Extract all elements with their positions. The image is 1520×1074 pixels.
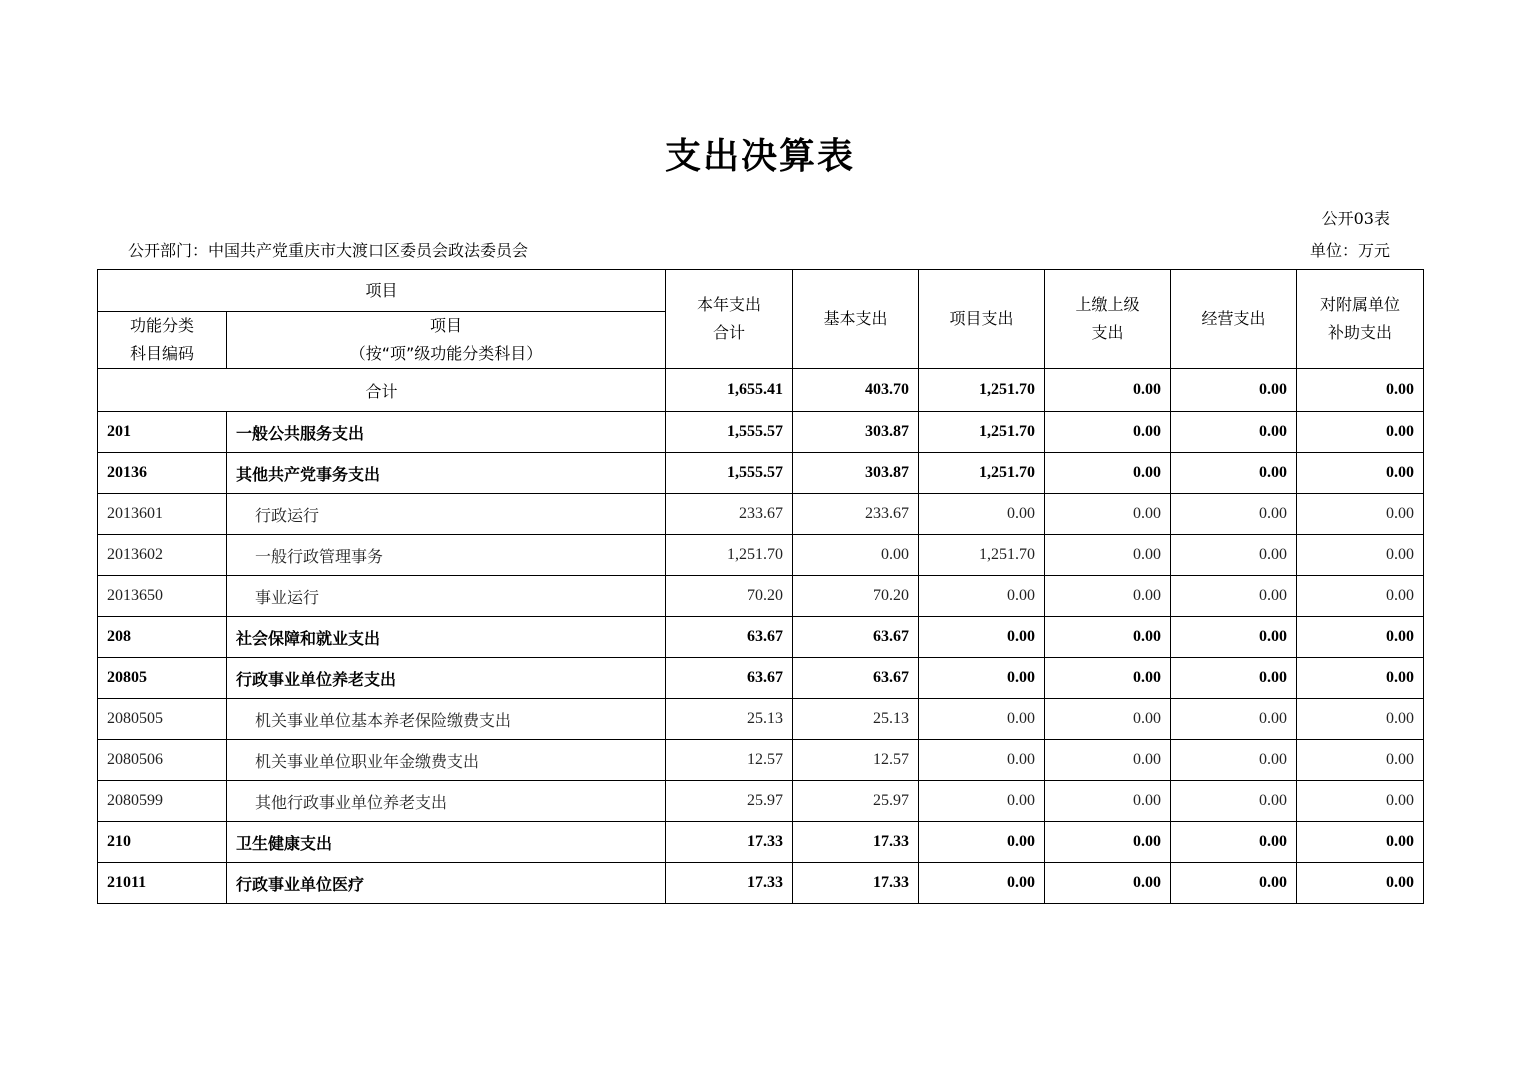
row-value: 0.00	[919, 740, 1045, 781]
row-name: 行政运行	[227, 494, 666, 535]
row-value: 17.33	[666, 822, 793, 863]
page-title: 支出决算表	[664, 136, 855, 177]
row-value: 25.97	[666, 781, 793, 822]
row-value: 0.00	[1171, 863, 1297, 904]
row-name: 事业运行	[227, 576, 666, 617]
row-code: 208	[98, 617, 227, 658]
row-value: 25.97	[793, 781, 919, 822]
row-name: 卫生健康支出	[227, 822, 666, 863]
row-name: 一般公共服务支出	[227, 412, 666, 453]
header-code-line2: 科目编码	[129, 344, 194, 363]
row-value: 0.00	[1297, 494, 1424, 535]
total-cell: 403.70	[793, 369, 919, 412]
row-value: 0.00	[1171, 822, 1297, 863]
row-value: 0.00	[919, 576, 1045, 617]
row-value: 0.00	[1045, 740, 1171, 781]
row-value: 0.00	[1171, 494, 1297, 535]
row-value: 12.57	[666, 740, 793, 781]
row-code: 2013602	[98, 535, 227, 576]
table-header	[98, 270, 1424, 369]
row-value: 0.00	[919, 822, 1045, 863]
header-project: 项目	[98, 270, 666, 312]
row-value: 25.13	[793, 699, 919, 740]
row-value: 0.00	[919, 658, 1045, 699]
table-row	[98, 576, 1424, 617]
table-row	[98, 658, 1424, 699]
row-value: 0.00	[919, 781, 1045, 822]
row-name: 机关事业单位基本养老保险缴费支出	[227, 699, 666, 740]
total-cell: 0.00	[1171, 369, 1297, 412]
row-value: 0.00	[919, 699, 1045, 740]
row-value: 0.00	[1045, 617, 1171, 658]
table-row	[98, 740, 1424, 781]
row-value: 0.00	[1045, 699, 1171, 740]
row-value: 0.00	[1045, 535, 1171, 576]
row-value: 0.00	[919, 863, 1045, 904]
total-cell: 0.00	[1297, 369, 1424, 412]
row-value: 25.13	[666, 699, 793, 740]
row-value: 0.00	[1297, 412, 1424, 453]
row-code: 2013650	[98, 576, 227, 617]
row-value: 0.00	[1171, 740, 1297, 781]
row-name: 行政事业单位医疗	[227, 863, 666, 904]
header-item	[227, 312, 666, 369]
header-item-line2: （按“项”级功能分类科目）	[349, 344, 543, 363]
header-subsidy	[1297, 270, 1424, 369]
row-name: 行政事业单位养老支出	[227, 658, 666, 699]
row-value: 0.00	[1297, 535, 1424, 576]
row-code: 2080506	[98, 740, 227, 781]
table-row	[98, 535, 1424, 576]
table-row	[98, 822, 1424, 863]
header-business: 经营支出	[1171, 270, 1297, 369]
table-row	[98, 412, 1424, 453]
row-value: 0.00	[1171, 617, 1297, 658]
row-value: 0.00	[1297, 740, 1424, 781]
row-value: 1,251.70	[666, 535, 793, 576]
total-cell: 1,251.70	[919, 369, 1045, 412]
row-name: 其他行政事业单位养老支出	[227, 781, 666, 822]
header-upper	[1045, 270, 1171, 369]
row-name: 机关事业单位职业年金缴费支出	[227, 740, 666, 781]
row-value: 0.00	[919, 617, 1045, 658]
row-value: 0.00	[1045, 576, 1171, 617]
row-value: 17.33	[793, 863, 919, 904]
total-row	[98, 369, 1424, 412]
unit-label: 单位：万元	[1309, 241, 1390, 260]
header-upper-line2: 支出	[1091, 323, 1124, 342]
row-value: 0.00	[1297, 576, 1424, 617]
row-value: 0.00	[1171, 453, 1297, 494]
row-value: 0.00	[1171, 781, 1297, 822]
row-value: 0.00	[1297, 822, 1424, 863]
row-name: 其他共产党事务支出	[227, 453, 666, 494]
row-value: 0.00	[1297, 617, 1424, 658]
row-value: 12.57	[793, 740, 919, 781]
row-value: 0.00	[793, 535, 919, 576]
row-value: 70.20	[666, 576, 793, 617]
row-value: 233.67	[666, 494, 793, 535]
header-upper-line1: 上缴上级	[1075, 295, 1140, 314]
header-item-line1: 项目	[430, 316, 463, 335]
header-total-line2: 合计	[713, 323, 746, 342]
row-value: 0.00	[1171, 412, 1297, 453]
row-value: 0.00	[1045, 494, 1171, 535]
header-code-line1: 功能分类	[129, 316, 194, 335]
form-number: 公开03表	[1321, 209, 1390, 228]
row-name: 一般行政管理事务	[227, 535, 666, 576]
row-value: 0.00	[1045, 863, 1171, 904]
table-row	[98, 617, 1424, 658]
row-value: 0.00	[1297, 781, 1424, 822]
row-value: 1,251.70	[919, 535, 1045, 576]
row-value: 63.67	[793, 658, 919, 699]
total-cell: 0.00	[1045, 369, 1171, 412]
row-name: 社会保障和就业支出	[227, 617, 666, 658]
table-row	[98, 453, 1424, 494]
row-value: 0.00	[1297, 863, 1424, 904]
row-code: 2080599	[98, 781, 227, 822]
row-value: 0.00	[1171, 535, 1297, 576]
row-value: 63.67	[666, 658, 793, 699]
header-total-line1: 本年支出	[697, 295, 762, 314]
row-value: 0.00	[1297, 658, 1424, 699]
total-cell: 1,655.41	[666, 369, 793, 412]
table-row	[98, 494, 1424, 535]
row-code: 21011	[98, 863, 227, 904]
row-code: 20805	[98, 658, 227, 699]
row-value: 0.00	[1297, 699, 1424, 740]
row-value: 233.67	[793, 494, 919, 535]
row-value: 0.00	[1045, 658, 1171, 699]
row-code: 20136	[98, 453, 227, 494]
row-value: 1,251.70	[919, 453, 1045, 494]
row-value: 0.00	[919, 494, 1045, 535]
row-value: 303.87	[793, 412, 919, 453]
header-project-exp: 项目支出	[919, 270, 1045, 369]
row-value: 0.00	[1045, 822, 1171, 863]
row-value: 1,555.57	[666, 412, 793, 453]
row-value: 63.67	[793, 617, 919, 658]
header-total	[666, 270, 793, 369]
row-value: 0.00	[1045, 412, 1171, 453]
header-basic: 基本支出	[793, 270, 919, 369]
row-code: 2013601	[98, 494, 227, 535]
row-value: 70.20	[793, 576, 919, 617]
row-value: 0.00	[1045, 781, 1171, 822]
total-label: 合计	[98, 369, 666, 412]
row-value: 303.87	[793, 453, 919, 494]
row-value: 1,251.70	[919, 412, 1045, 453]
row-value: 0.00	[1171, 699, 1297, 740]
row-code: 201	[98, 412, 227, 453]
header-subsidy-line2: 补助支出	[1328, 323, 1393, 342]
row-value: 0.00	[1171, 658, 1297, 699]
row-code: 2080505	[98, 699, 227, 740]
expenditure-table	[97, 269, 1424, 904]
table-body	[98, 369, 1424, 904]
header-code	[98, 312, 227, 369]
row-value: 17.33	[793, 822, 919, 863]
row-value: 0.00	[1171, 576, 1297, 617]
row-value: 17.33	[666, 863, 793, 904]
table-row	[98, 781, 1424, 822]
table-row	[98, 863, 1424, 904]
row-value: 0.00	[1297, 453, 1424, 494]
department-label: 公开部门：中国共产党重庆市大渡口区委员会政法委员会	[128, 241, 529, 260]
header-subsidy-line1: 对附属单位	[1320, 295, 1401, 314]
row-code: 210	[98, 822, 227, 863]
row-value: 63.67	[666, 617, 793, 658]
row-value: 0.00	[1045, 453, 1171, 494]
table-row	[98, 699, 1424, 740]
row-value: 1,555.57	[666, 453, 793, 494]
